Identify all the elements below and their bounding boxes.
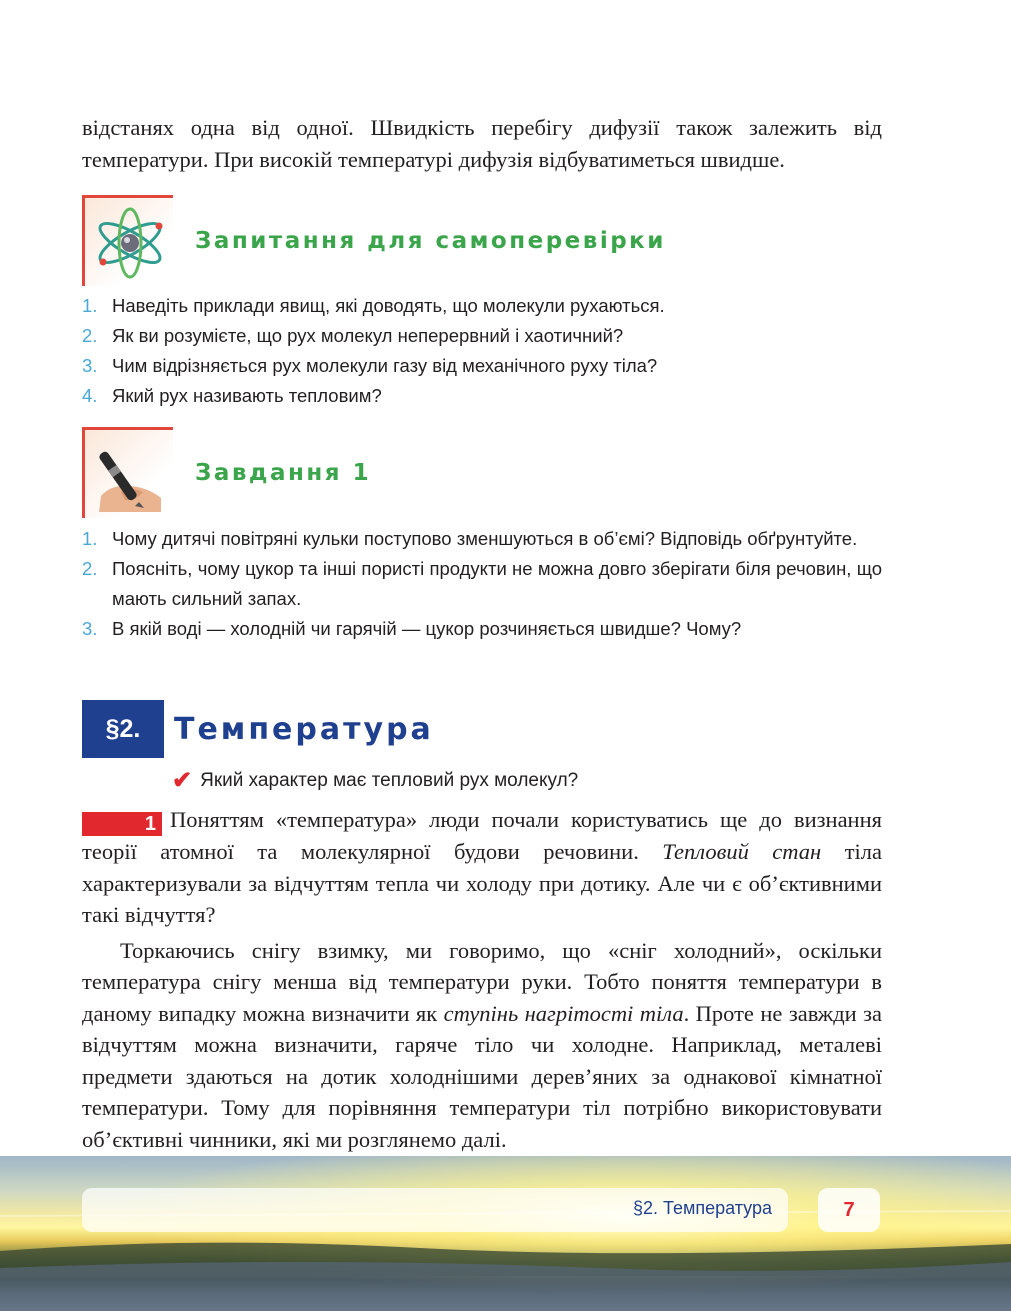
item-text: В якій воді — холодній чи гарячій — цукор розчиняється швидше? Чому? xyxy=(112,618,742,639)
item-text: Як ви розумієте, що рух молекул неперервний і хаотичний? xyxy=(112,325,624,346)
item-text: Який рух називають тепловим? xyxy=(112,385,382,406)
item-number: 1. xyxy=(82,295,98,316)
text-run: Поняттям «температура» люди почали користуватись ще до визнання теорії атомної та молекулярної будови речовини. xyxy=(82,807,882,864)
intro-text: відстанях одна від одної. Швидкість перебігу дифузії також залежить від температури. При високій температурі дифузія відбуватиметься швидше. xyxy=(82,115,882,172)
task-title: Завдання 1 xyxy=(195,459,372,486)
item-number: 2. xyxy=(82,558,98,579)
self-check-list xyxy=(82,291,882,411)
list-item xyxy=(82,524,882,554)
body-paragraph-2 xyxy=(82,935,882,1156)
list-item xyxy=(82,351,882,381)
list-item xyxy=(82,381,882,411)
text-run: Торкаючись снігу взимку, ми говоримо, що «сніг холодний», оскільки температура снігу менша від температури руки. Тобто поняття температури в даному випадку можна визначити як xyxy=(82,937,882,1026)
item-text: Чим відрізняється рух молекули газу від механічного руху тіла? xyxy=(112,355,658,376)
self-check-header xyxy=(82,195,666,286)
emphasis-term: Тепловий стан xyxy=(662,839,822,864)
body-paragraph-1 xyxy=(82,804,882,931)
footer-section-label: §2. Температура xyxy=(632,1198,772,1218)
lead-question xyxy=(172,766,578,795)
section-heading xyxy=(82,700,434,758)
text-run: тіла характеризували за відчуттям тепла чи холоду при дотику. Але чи є об’єктивними такі відчуття? xyxy=(82,839,882,927)
list-item xyxy=(82,554,882,614)
section-title: Температура xyxy=(174,711,434,747)
section-body xyxy=(82,804,882,1155)
item-text: Наведіть приклади явищ, які доводять, що молекули рухаються. xyxy=(112,295,665,316)
checkmark-icon: ✔ xyxy=(172,767,193,794)
section-number-badge: §2. xyxy=(82,700,164,758)
intro-paragraph xyxy=(82,112,882,176)
item-number: 3. xyxy=(82,355,98,376)
landscape-background xyxy=(0,1156,1011,1311)
footer-section-bar xyxy=(82,1188,788,1232)
item-text: Чому дитячі повітряні кульки поступово зменшуються в об’ємі? Відповідь обґрунтуйте. xyxy=(112,528,858,549)
atom-icon xyxy=(82,195,173,286)
item-number: 2. xyxy=(82,325,98,346)
item-text: Поясніть, чому цукор та інші пористі продукти не можна довго зберігати біля речовин, що мають сильний запах. xyxy=(112,558,882,609)
list-item xyxy=(82,321,882,351)
subsection-marker: 1 xyxy=(82,812,162,836)
list-item xyxy=(82,614,882,644)
emphasis-term: ступінь нагрітості тіла xyxy=(443,1000,684,1026)
page-number: 7 xyxy=(818,1188,880,1232)
list-item xyxy=(82,291,882,321)
text-run: . Проте не завжди за відчуттям можна визначити, гаряче тіло чи холодне. Наприклад, металеві предмети здаються на дотик холоднішими дерев’яних за однакової кімнатної температури. Тому для порівняння температури тіл потрібно використовувати об’єктивні чинники, які ми розглянемо далі. xyxy=(82,1000,883,1152)
task-list xyxy=(82,524,882,644)
task-header xyxy=(82,427,371,518)
item-number: 4. xyxy=(82,385,98,406)
item-number: 3. xyxy=(82,618,98,639)
lead-question-text: Який характер має тепловий рух молекул? xyxy=(200,769,579,791)
item-number: 1. xyxy=(82,528,98,549)
writing-hand-icon xyxy=(82,427,173,518)
self-check-title: Запитання для самоперевірки xyxy=(195,227,666,254)
page-footer xyxy=(0,1156,1011,1311)
